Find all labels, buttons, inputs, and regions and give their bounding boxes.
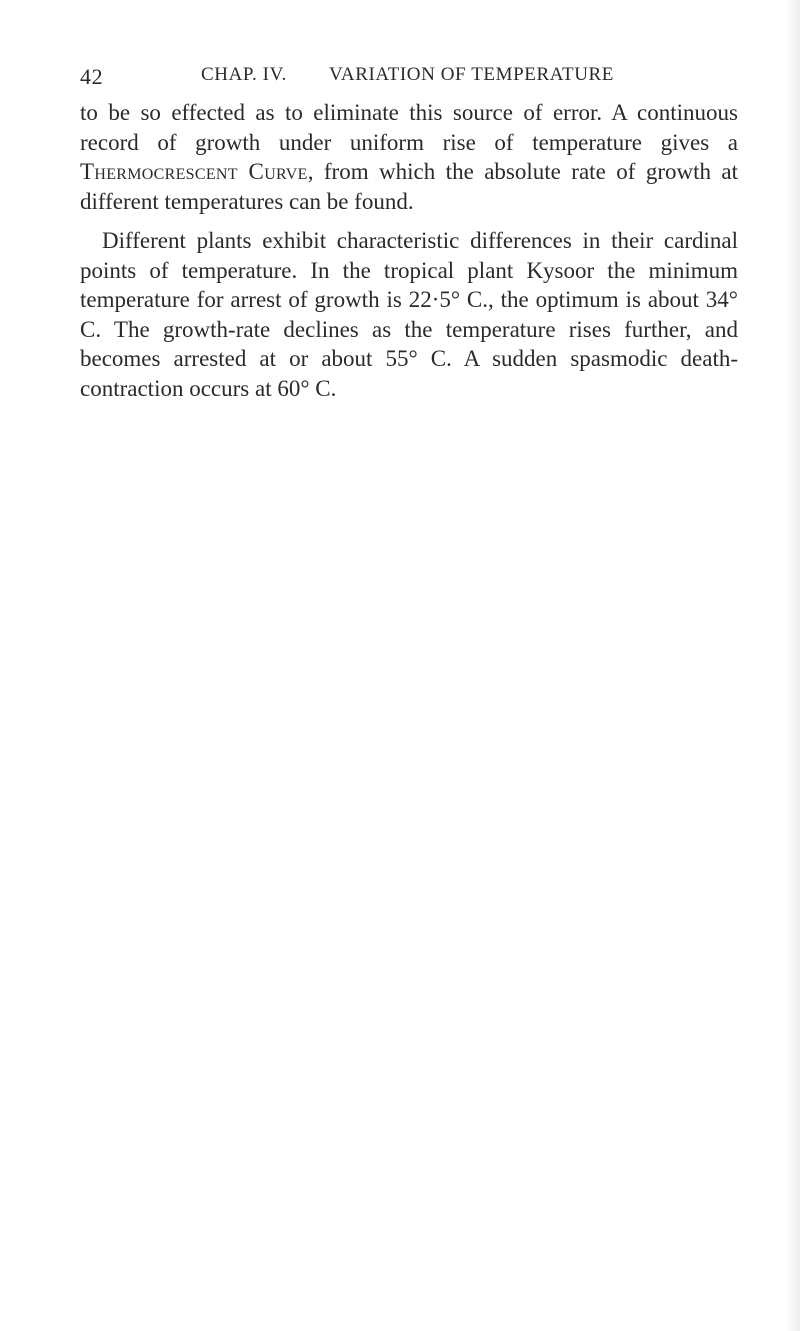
paragraph-2: Different plants exhibit characteristic differences in their cardinal points of temperature. In the tropical plant Kysoor the minimum temperature for arrest of growth is 22·5° C., the optimum is about 34° C. The growth-rate declines as the temperature rises further, and becomes arrested at or about 55° C. A sudden spasmodic death-contraction occurs at 60° C. <box>80 228 738 401</box>
running-head <box>80 64 740 94</box>
page-edge-shadow <box>786 0 800 1331</box>
paragraph-1-text-b: , from which the absolute rate of growth at different temperatures can be found. <box>80 159 739 214</box>
chapter-title: VARIATION OF TEMPERATURE <box>329 64 615 85</box>
thermocrescent-curve-term: Thermocrescent Curve <box>80 159 308 184</box>
paragraph-1 <box>80 98 738 216</box>
paragraph-1-text-a: to be so effected as to eliminate this source of error. A continuous record of growth under uniform rise of temperature gives a <box>80 100 738 155</box>
chapter-label: CHAP. IV. <box>201 64 287 85</box>
body-text <box>80 98 738 403</box>
page-number: 42 <box>80 64 104 89</box>
